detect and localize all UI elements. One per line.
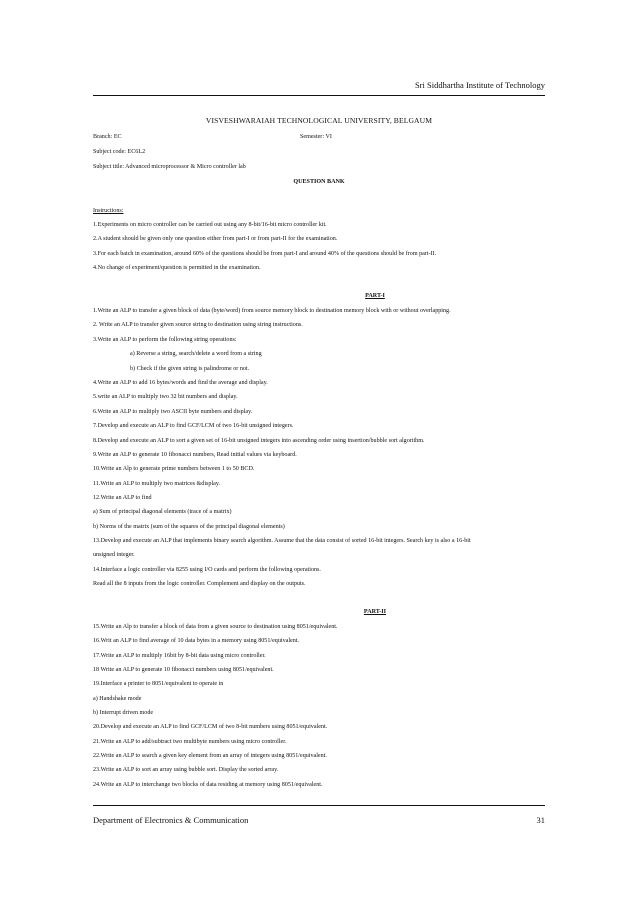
question-line: 1.Write an ALP to transfer a given block of data (byte/word) from source memory block to destination memory block with or without overlapping. bbox=[93, 308, 451, 314]
semester-label: Semester: VI bbox=[300, 134, 332, 140]
instruction-item: 3.For each batch in examination, around 60% of the questions should be from part-I and around 40% of the questions should be from part-II. bbox=[93, 251, 437, 257]
question-line: 5.write an ALP to multiply two 32 bit numbers and display. bbox=[93, 394, 238, 400]
question-line: 24.Write an ALP to interchange two blocks of data residing at memory using 8051/equivalent. bbox=[93, 782, 323, 788]
page-number: 31 bbox=[536, 815, 545, 825]
question-bank-heading: QUESTION BANK bbox=[293, 179, 345, 185]
instruction-item: 1.Experiments on micro controller can be carried out using any 8-bit/16-bit micro controller kit. bbox=[93, 222, 327, 228]
question-line: 16.Writ an ALP to find average of 10 data bytes in a memory using 8051/equivalent. bbox=[93, 638, 299, 644]
question-line: 10.Write an Alp to generate prime numbers between 1 to 50 BCD. bbox=[93, 466, 255, 472]
question-line: 4.Write an ALP to add 16 bytes/words and find the average and display. bbox=[93, 380, 268, 386]
footer-department: Department of Electronics & Communication bbox=[93, 815, 249, 825]
question-line: 7.Develop and execute an ALP to find GCF/LCM of two 16-bit unsigned integers. bbox=[93, 423, 294, 429]
question-line: 9.Write an ALP to generate 10 fibonacci numbers, Read initial values via keyboard. bbox=[93, 452, 297, 458]
question-line: 12.Write an ALP to find bbox=[93, 495, 152, 501]
part1-heading: PART-I bbox=[365, 293, 385, 299]
question-subitem: a) Reverse a string, search/delete a word from a string bbox=[130, 351, 262, 357]
question-line: 20.Develop and execute an ALP to find GCF/LCM of two 8-bit numbers using 8051/equivalent. bbox=[93, 724, 328, 730]
question-line: a) Sum of principal diagonal elements (trace of a matrix) bbox=[93, 509, 232, 515]
branch-label: Branch: EC bbox=[93, 134, 122, 140]
part2-heading: PART-II bbox=[363, 609, 387, 615]
question-subitem: b) Check if the given string is palindrome or not. bbox=[130, 366, 250, 372]
instruction-item: 4.No change of experiment/question is permitted in the examination. bbox=[93, 265, 261, 271]
question-line: 17.Write an ALP to multiply 16bit by 8-bit data using micro controller. bbox=[93, 653, 266, 659]
question-line: 21.Write an ALP to add/subtract two multibyte numbers using micro controller. bbox=[93, 739, 287, 745]
question-line: 22.Write an ALP to search a given key element from an array of integers using 8051/equivalent. bbox=[93, 753, 327, 759]
question-line: 2. Write an ALP to transfer given source string to destination using string instructions. bbox=[93, 322, 303, 328]
instructions-heading: Instructions: bbox=[93, 208, 124, 214]
footer-rule bbox=[93, 805, 545, 806]
page-title: VISVESHWARAIAH TECHNOLOGICAL UNIVERSITY, BELGAUM bbox=[205, 116, 433, 125]
instruction-item: 2.A student should be given only one question either from part-I or from part-II for the examination. bbox=[93, 236, 338, 242]
question-line: 18 Write an ALP to generate 10 fibonacci numbers using 8051/equivalent. bbox=[93, 667, 274, 673]
header-rule bbox=[93, 95, 545, 96]
header-institute: Sri Siddhartha Institute of Technology bbox=[414, 80, 545, 90]
question-line: 11.Write an ALP to multiply two matrices &display. bbox=[93, 481, 221, 487]
question-line: b) Norms of the matrix (sum of the squares of the principal diagonal elements) bbox=[93, 524, 285, 530]
question-line: 3.Write an ALP to perform the following string operations: bbox=[93, 337, 237, 343]
question-line: 19.Interface a printer to 8051/equivalent to operate in bbox=[93, 681, 224, 687]
question-line: 23.Write an ALP to sort an array using bubble sort. Display the sorted array. bbox=[93, 767, 279, 773]
question-subitem: a) Handshake mode bbox=[93, 696, 142, 702]
subject-code: Subject code: EC6L2 bbox=[93, 149, 146, 155]
question-line: 15.Write an Alp to transfer a block of data from a given source to destination using 8051/equivalent. bbox=[93, 624, 338, 630]
question-line: Read all the 8 inputs from the logic controller. Complement and display on the outputs. bbox=[93, 581, 306, 587]
subject-title: Subject title: Advanced microprocessor & Micro controller lab bbox=[93, 164, 246, 170]
question-line: unsigned integer. bbox=[93, 552, 135, 558]
question-line: 8.Develop and execute an ALP to sort a given set of 16-bit unsigned integers into ascending order using insertion/bubble sort algorithm. bbox=[93, 438, 425, 444]
question-subitem: b) Interrupt driven mode bbox=[93, 710, 154, 716]
question-line: 13.Develop and execute an ALP that implements binary search algorithm. Assume that the data consist of sorted 16-bit integers. Search key is also a 16-bit bbox=[93, 538, 471, 544]
question-line: 14.Interface a logic controller via 8255 using I/O cards and perform the following operations. bbox=[93, 567, 321, 573]
question-line: 6.Write an ALP to multiply two ASCII byte numbers and display. bbox=[93, 409, 253, 415]
